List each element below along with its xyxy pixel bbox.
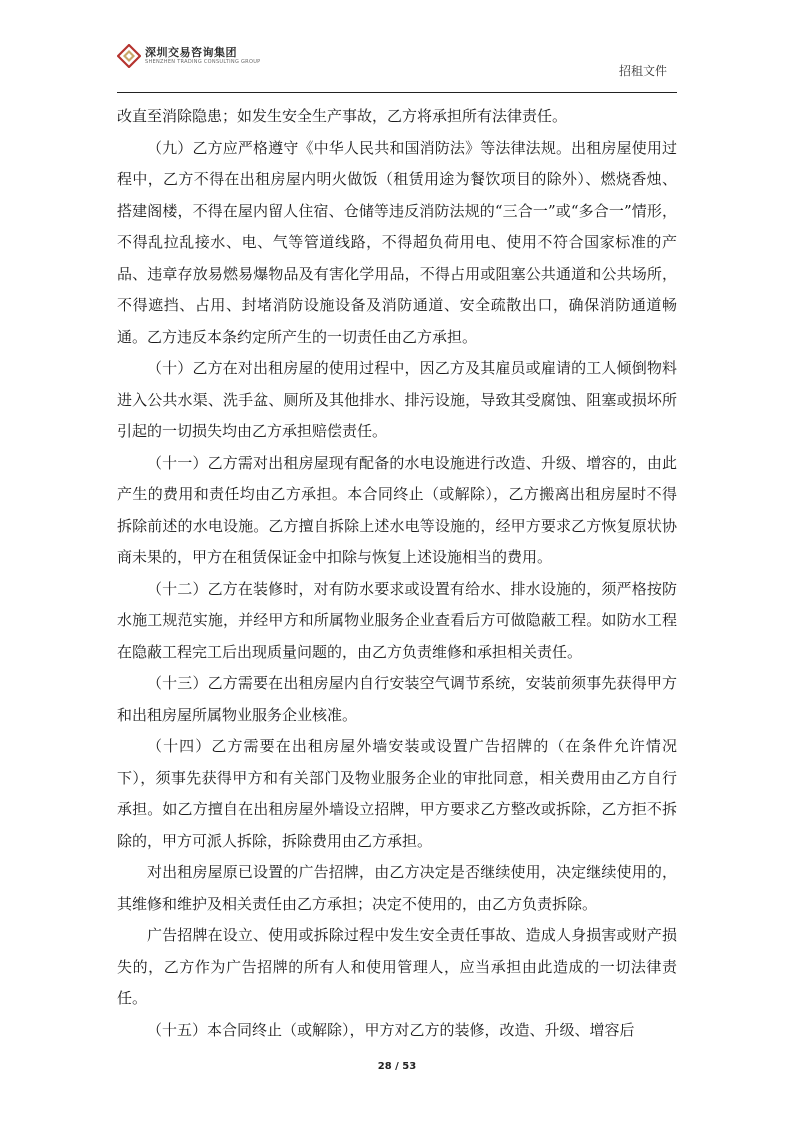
paragraph: （十三）乙方需要在出租房屋内自行安装空气调节系统，安装前须事先获得甲方和出租房屋所属物业服务企业核准。 [117, 674, 677, 724]
paragraph: （十四）乙方需要在出租房屋外墙安装或设置广告招牌的（在条件允许情况下），须事先获得甲方和有关部门及物业服务企业的审批同意，相关费用由乙方自行承担。如乙方擅自在出租房屋外墙设立招牌，甲方要求乙方整改或拆除，乙方拒不拆除的，甲方可派人拆除，拆除费用由乙方承担。 [117, 737, 677, 850]
paragraph: 对出租房屋原已设置的广告招牌，由乙方决定是否继续使用，决定继续使用的，其维修和维护及相关责任由乙方承担；决定不使用的，由乙方负责拆除。 [117, 863, 677, 913]
logo-chinese-name: 深圳交易咨询集团 [145, 46, 237, 59]
document-body [117, 101, 677, 1046]
company-logo [117, 44, 260, 68]
paragraph: （十一）乙方需对出租房屋现有配备的水电设施进行改造、升级、增容的，由此产生的费用和责任均由乙方承担。本合同终止（或解除），乙方搬离出租房屋时不得拆除前述的水电设施。乙方擅自拆除上述水电等设施的，经甲方要求乙方恢复原状协商未果的，甲方在租赁保证金中扣除与恢复上述设施相当的费用。 [117, 453, 677, 566]
paragraph: （十五）本合同终止（或解除），甲方对乙方的装修，改造、升级、增容后 [147, 1020, 635, 1039]
logo-diamond-icon [117, 44, 141, 68]
header-divider [117, 92, 677, 93]
paragraph: （十二）乙方在装修时，对有防水要求或设置有给水、排水设施的，须严格按防水施工规范实施，并经甲方和所属物业服务企业查看后方可做隐蔽工程。如防水工程在隐蔽工程完工后出现质量问题的，由乙方负责维修和承担相关责任。 [117, 579, 677, 661]
paragraph: 改直至消除隐患；如发生安全生产事故，乙方将承担所有法律责任。 [117, 107, 568, 125]
document-type-label: 招租文件 [618, 64, 667, 78]
page-header [117, 42, 677, 92]
paragraph: （九）乙方应严格遵守《中华人民共和国消防法》等法律法规。出租房屋使用过程中，乙方不得在出租房屋内明火做饭（租赁用途为餐饮项目的除外）、燃烧香烛、搭建阁楼，不得在屋内留人住宿、仓储等违反消防法规的“三合一”或“多合一”情形，不得乱拉乱接水、电、气等管道线路，不得超负荷用电、使用不符合国家标准的产品、违章存放易燃易爆物品及有害化学用品，不得占用或阻塞公共通道和公共场所，不得遮挡、占用、封堵消防设施设备及消防通道、安全疏散出口，确保消防通道畅通。乙方违反本条约定所产生的一切责任由乙方承担。 [117, 138, 677, 346]
logo-english-name: SHENZHEN TRADING CONSULTING GROUP [145, 59, 261, 65]
paragraph: 广告招牌在设立、使用或拆除过程中发生安全责任事故、造成人身损害或财产损失的，乙方作为广告招牌的所有人和使用管理人，应当承担由此造成的一切法律责任。 [117, 926, 677, 1007]
paragraph: （十）乙方在对出租房屋的使用过程中，因乙方及其雇员或雇请的工人倾倒物料进入公共水渠、洗手盆、厕所及其他排水、排污设施，导致其受腐蚀、阻塞或损坏所引起的一切损失均由乙方承担赔偿责任。 [117, 359, 677, 440]
page-number: 28 / 53 [377, 1061, 417, 1072]
